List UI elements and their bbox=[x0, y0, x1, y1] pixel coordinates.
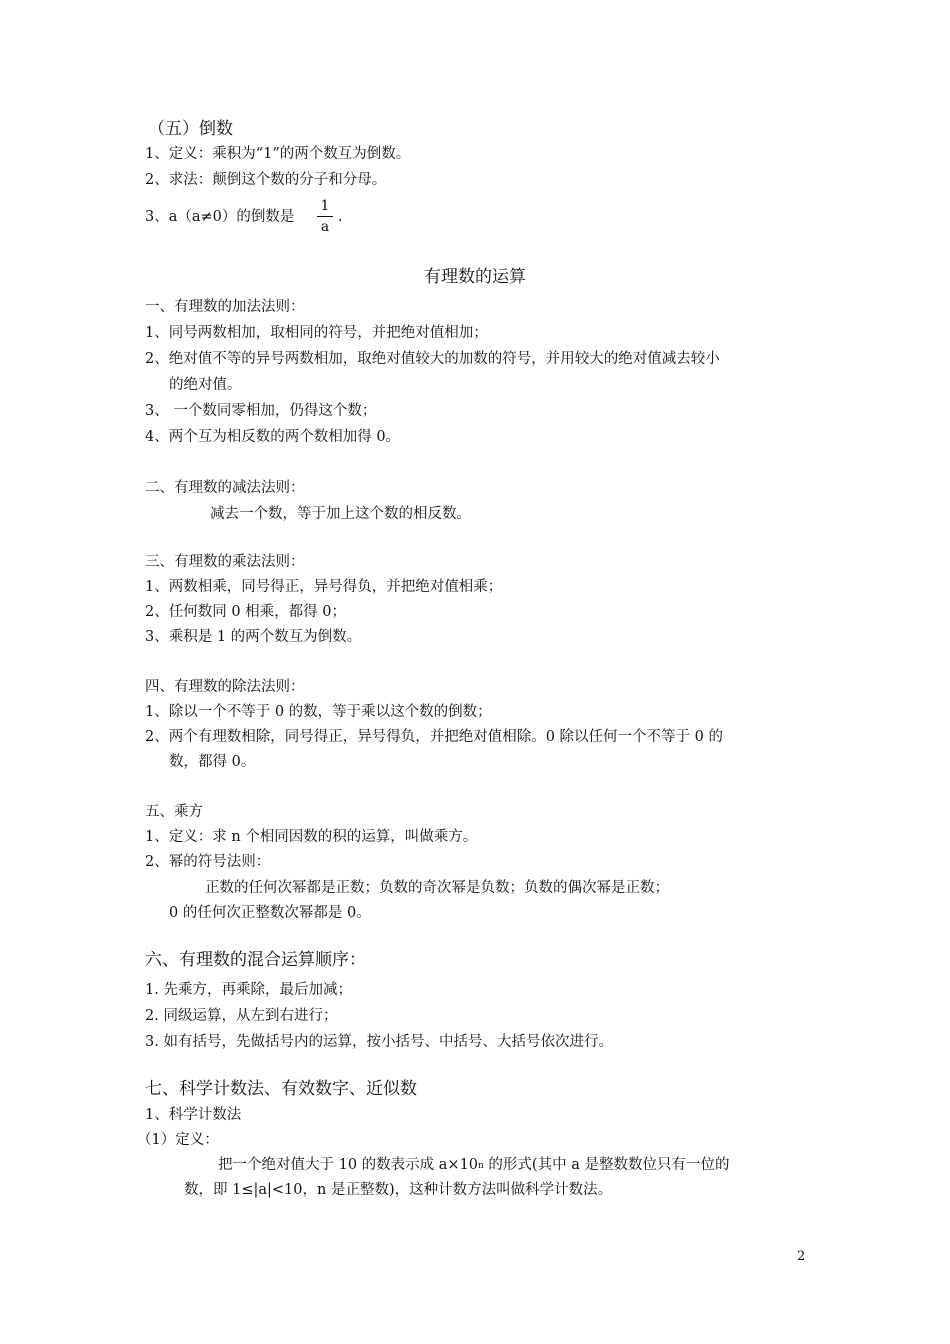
scientific-definition-line: 数，即 1≤|a|<10，n 是正整数)，这种计数方法叫做科学计数法。 bbox=[184, 1182, 613, 1198]
multiplication-item: 1、两数相乘，同号得正，异号得负，并把绝对值相乘； bbox=[145, 579, 503, 595]
fraction-bar bbox=[317, 216, 333, 217]
power-heading: 五、乘方 bbox=[145, 804, 203, 820]
power-sign-rule: 2、幂的符号法则： bbox=[145, 854, 271, 870]
power-sign-rule-line: 正数的任何次幂都是正数；负数的奇次幂是负数；负数的偶次幂是正数； bbox=[205, 880, 669, 896]
subtraction-heading: 二、有理数的减法法则： bbox=[145, 480, 305, 496]
exponent-n: n bbox=[478, 1161, 484, 1171]
mixed-order-heading: 六、有理数的混合运算顺序： bbox=[145, 950, 366, 970]
addition-item-continued: 的绝对值。 bbox=[169, 377, 242, 393]
multiplication-heading: 三、有理数的乘法法则： bbox=[145, 554, 305, 570]
reciprocal-definition: 1、定义：乘积为“1”的两个数互为倒数。 bbox=[145, 146, 411, 162]
multiplication-item: 2、任何数同 0 相乘，都得 0； bbox=[145, 604, 347, 620]
division-heading: 四、有理数的除法法则： bbox=[145, 679, 305, 695]
reciprocal-fraction bbox=[314, 197, 336, 236]
reciprocal-item-3: 3、a（a≠0）的倒数是 bbox=[145, 209, 295, 225]
power-definition: 1、定义：求 n 个相同因数的积的运算，叫做乘方。 bbox=[145, 829, 478, 845]
fraction-numerator: 1 bbox=[320, 198, 330, 214]
division-item: 1、除以一个不等于 0 的数，等于乘以这个数的倒数； bbox=[145, 704, 492, 720]
multiplication-item: 3、乘积是 1 的两个数互为倒数。 bbox=[145, 629, 362, 645]
addition-heading: 一、有理数的加法法则： bbox=[145, 299, 305, 315]
addition-item: 3、 一个数同零相加，仍得这个数； bbox=[145, 403, 377, 419]
addition-item: 2、绝对值不等的异号两数相加，取绝对值较大的加数的符号，并用较大的绝对值减去较小 bbox=[145, 351, 720, 367]
scientific-definition-text: 的形式(其中 a 是整数数位只有一位的 bbox=[483, 1157, 730, 1173]
scientific-definition-text: 把一个绝对值大于 10 的数表示成 a×10 bbox=[218, 1157, 479, 1173]
mixed-order-item: 2. 同级运算，从左到右进行； bbox=[145, 1008, 338, 1024]
power-sign-rule-line: 0 的任何次正整数次幂都是 0。 bbox=[169, 905, 371, 921]
addition-item: 4、两个互为相反数的两个数相加得 0。 bbox=[145, 429, 401, 445]
addition-item: 1、同号两数相加，取相同的符号，并把绝对值相加； bbox=[145, 325, 488, 341]
page-number: 2 bbox=[797, 1249, 806, 1264]
scientific-heading: 七、科学计数法、有效数字、近似数 bbox=[145, 1079, 417, 1099]
scientific-subheading: 1、科学计数法 bbox=[145, 1107, 242, 1123]
scientific-definition-label: （1）定义： bbox=[137, 1132, 219, 1148]
reciprocal-method: 2、求法：颠倒这个数的分子和分母。 bbox=[145, 172, 387, 188]
scientific-definition-line bbox=[218, 1155, 729, 1177]
subtraction-rule: 减去一个数，等于加上这个数的相反数。 bbox=[210, 506, 471, 522]
fraction-denominator: a bbox=[320, 219, 330, 235]
division-item: 2、两个有理数相除，同号得正，异号得负，并把绝对值相除。0 除以任何一个不等于 0 的 bbox=[145, 729, 723, 745]
mixed-order-item: 1. 先乘方，再乘除，最后加减； bbox=[145, 982, 352, 998]
main-title: 有理数的运算 bbox=[424, 267, 526, 287]
reciprocal-heading: （五）倒数 bbox=[148, 119, 233, 139]
division-item-continued: 数，都得 0。 bbox=[169, 754, 256, 770]
fraction-period: . bbox=[338, 209, 343, 225]
mixed-order-item: 3. 如有括号，先做括号内的运算，按小括号、中括号、大括号依次进行。 bbox=[145, 1034, 613, 1050]
